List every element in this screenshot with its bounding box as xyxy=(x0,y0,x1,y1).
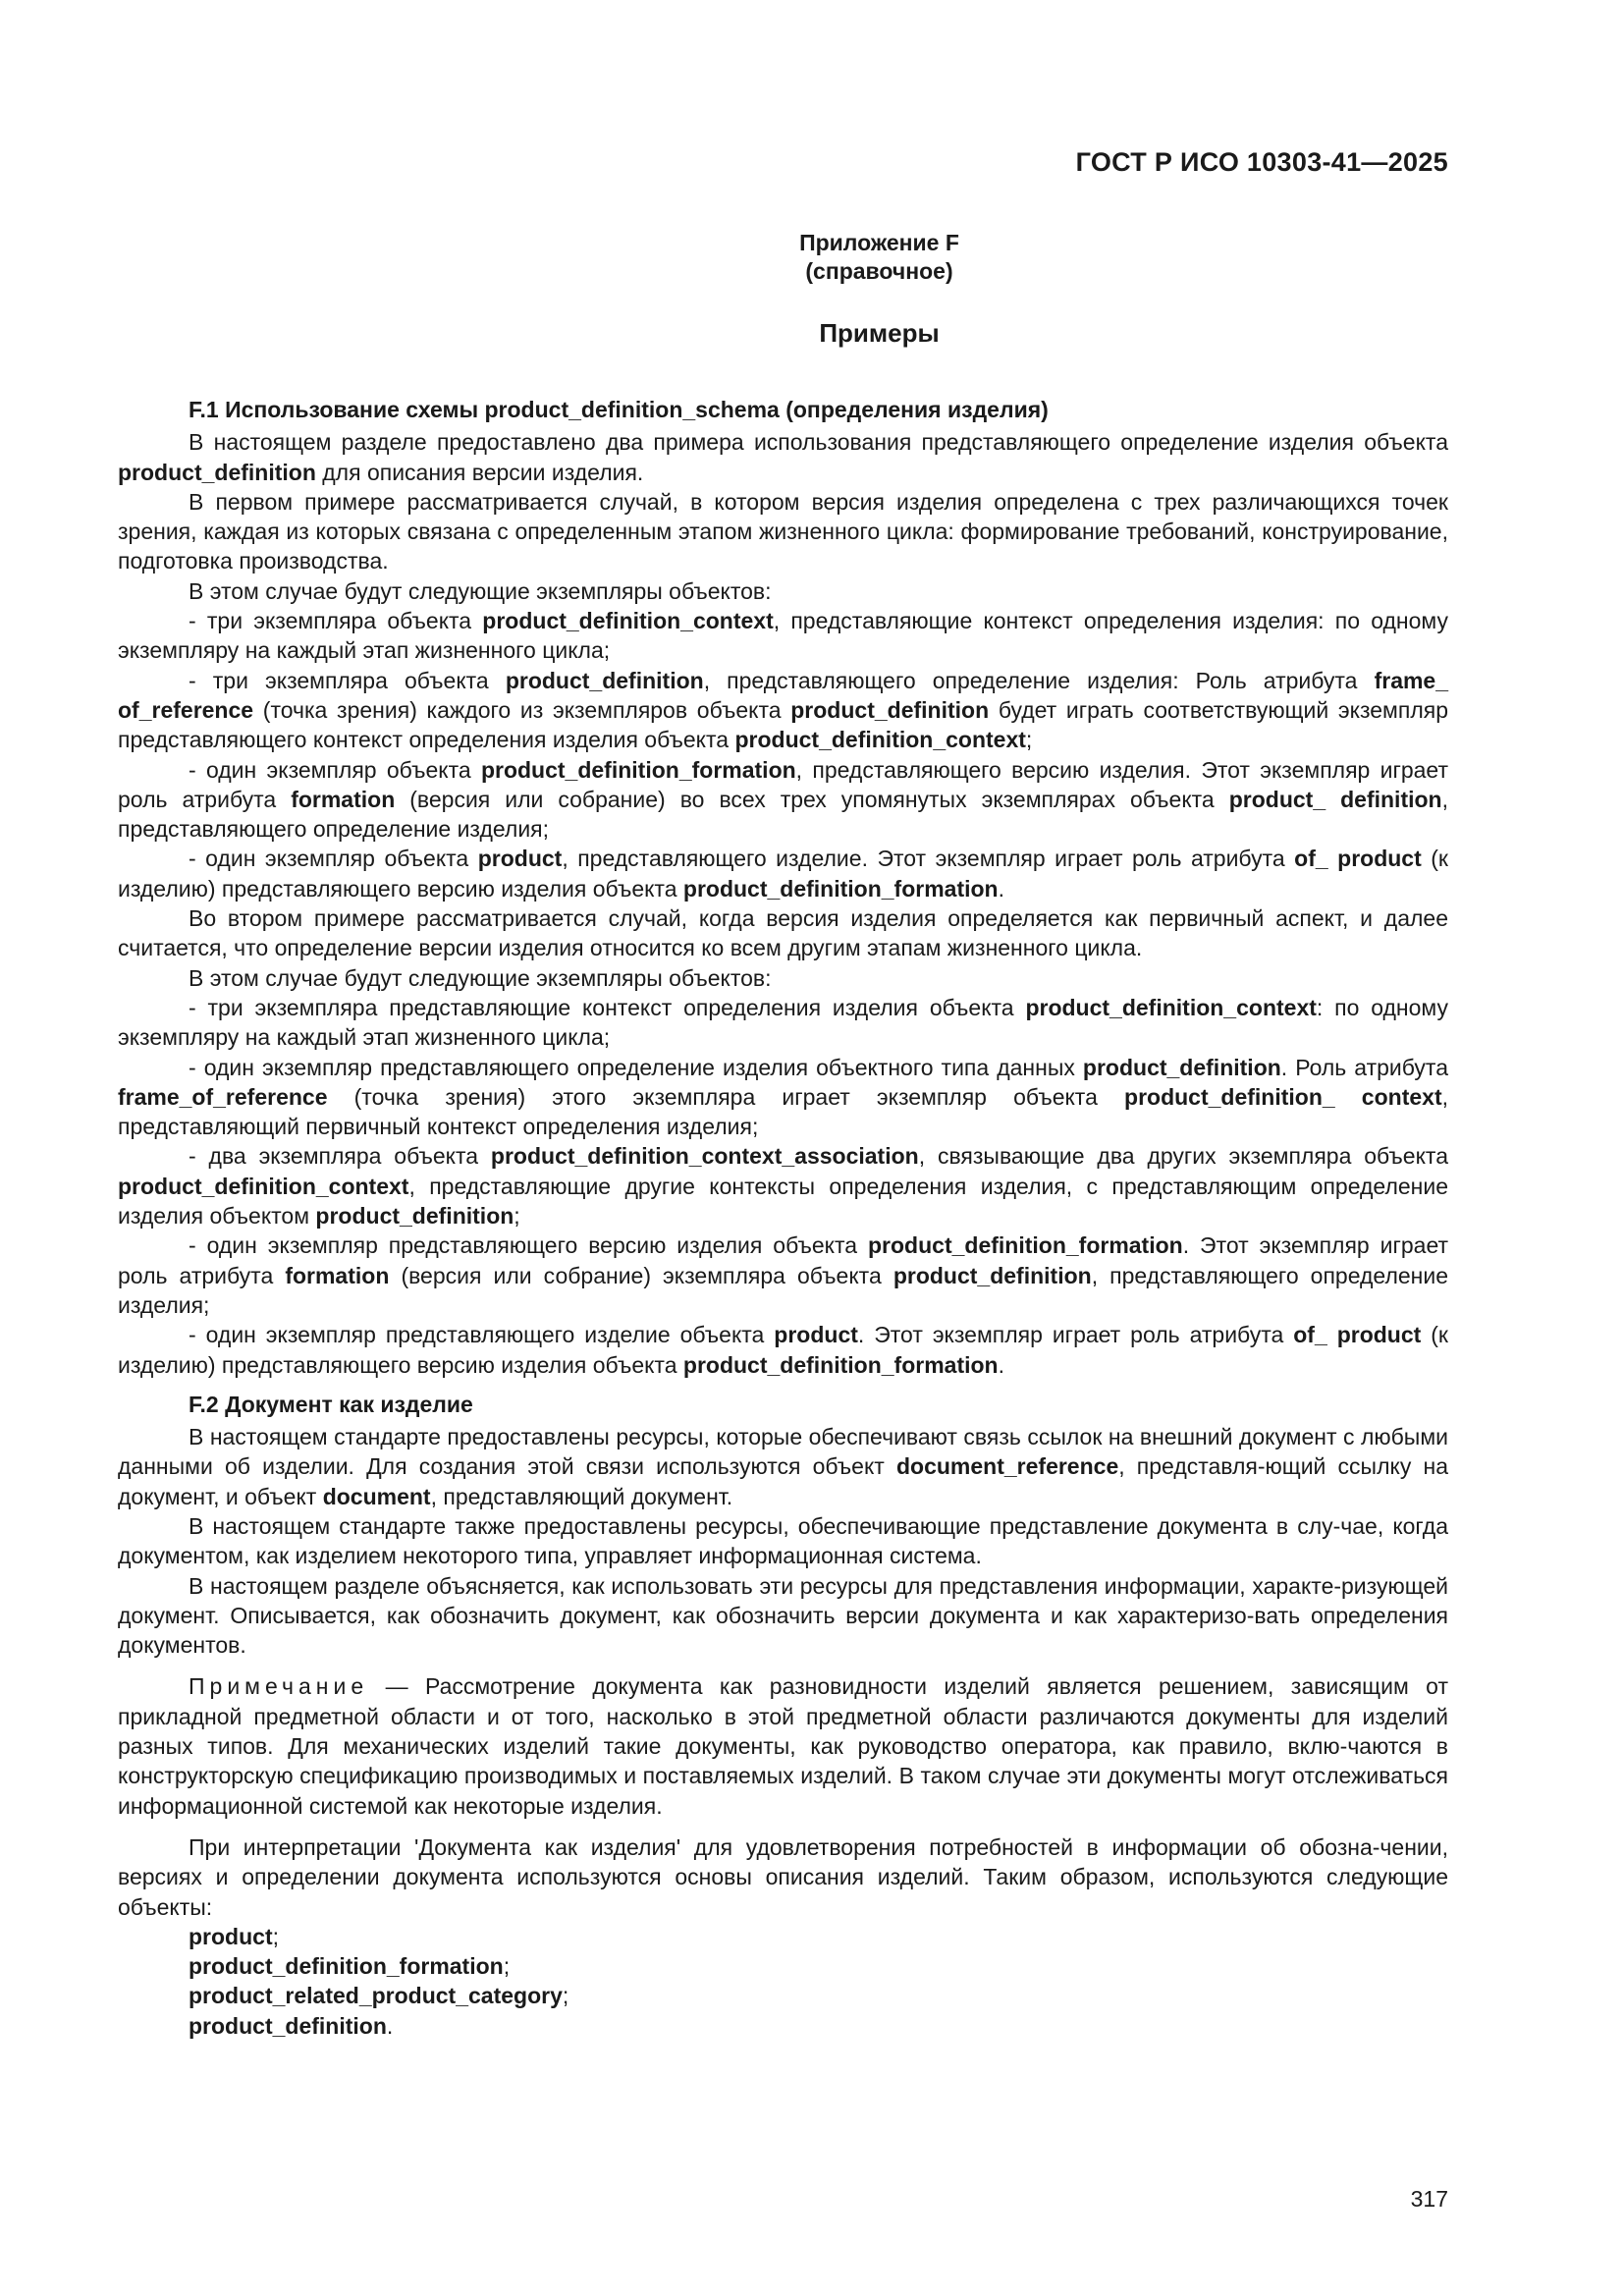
text-run: . xyxy=(998,1351,1004,1378)
text-run: , представляющего версию изделия. Этот экземпляр играет роль атрибута xyxy=(118,756,1448,812)
text-run: . Роль атрибута xyxy=(1280,1054,1448,1080)
section-f1-paragraph-13 xyxy=(118,1230,1448,1320)
object-name: product_definition_ context xyxy=(1124,1083,1442,1110)
object-name: product_ definition xyxy=(1228,786,1442,812)
object-name: product_definition_formation xyxy=(682,875,999,902)
text-run: , представляющие другие контексты определения изделия, с представляющим определение изделия объектом xyxy=(118,1173,1448,1230)
text-run: будет играть соответствующий экземпляр представляющего контекст определения изделия объекта xyxy=(118,696,1448,753)
section-f1-paragraph-14 xyxy=(118,1320,1448,1380)
object-name: formation xyxy=(291,786,396,812)
text-run: - три экземпляра объекта xyxy=(189,608,483,634)
section-f1-paragraph-1 xyxy=(118,427,1448,487)
object-name: product_definition_formation xyxy=(189,1953,504,1980)
annex-title: Приложение F xyxy=(799,230,959,255)
object-name: product_definition xyxy=(893,1262,1092,1288)
section-heading-f2: F.2 Документ как изделие xyxy=(189,1391,473,1417)
section-f1-paragraph-10 xyxy=(118,993,1448,1053)
text-run: : по одному экземпляру на каждый этап жизненного цикла; xyxy=(118,994,1448,1051)
object-name: product_definition_formation xyxy=(480,756,796,783)
punctuation: ; xyxy=(272,1923,279,1949)
page-number: 317 xyxy=(1410,2186,1448,2212)
text-run: для описания версии изделия. xyxy=(315,459,644,485)
text-run: В настоящем стандарте предоставлены ресурсы, которые обеспечивают связь ссылок на внешний документ с любыми данными об изделии. Для создания этой связи используются объект xyxy=(118,1424,1448,1480)
object-name: product_definition xyxy=(1082,1054,1281,1080)
object-name: product_definition_context xyxy=(734,727,1026,753)
section-f2-paragraph-3 xyxy=(118,1571,1448,1661)
text-run: . Этот экземпляр играет роль атрибута xyxy=(857,1322,1294,1348)
text-run: . xyxy=(998,875,1004,902)
object-name: of_ product xyxy=(1294,846,1422,872)
object-name: product_definition xyxy=(505,667,704,693)
section-f1-paragraph-8 xyxy=(118,903,1448,963)
object-name: product_definition xyxy=(189,2012,387,2039)
section-f1-paragraph-11 xyxy=(118,1053,1448,1142)
object-name: product_definition xyxy=(790,696,990,723)
text-run: - один экземпляр представляющего версию изделия объекта xyxy=(189,1232,868,1259)
text-run: (к изделию) представляющего версию изделия объекта xyxy=(118,846,1448,902)
text-run: В первом примере рассматривается случай, в котором версия изделия определена с трех различающихся точек зрения, каждая из которых связана с определенным этапом жизненного цикла: формирование требований, конструирование, подготовка производства. xyxy=(118,488,1448,574)
text-run: , представляющего определение изделия; xyxy=(118,786,1448,843)
object-name: product_definition_context xyxy=(118,1173,409,1199)
annex-heading: Примеры xyxy=(819,318,940,348)
standard-code: ГОСТ Р ИСО 10303-41—2025 xyxy=(1075,147,1448,177)
text-run: , представля-ющий ссылку на документ, и объект xyxy=(118,1453,1448,1509)
object-name: document_reference xyxy=(895,1453,1119,1480)
punctuation: ; xyxy=(562,1983,569,2009)
section-f1-paragraph-9 xyxy=(118,963,1448,993)
text-run: В настоящем разделе предоставлено два примера использования представляющего определение изделия объекта xyxy=(189,429,1448,456)
object-list-item xyxy=(189,1922,1448,1951)
text-run: - один экземпляр объекта xyxy=(189,846,478,872)
object-name: product_definition_formation xyxy=(682,1351,999,1378)
text-run: В этом случае будут следующие экземпляры объектов: xyxy=(189,577,772,604)
text-run: - один экземпляр представляющего изделие объекта xyxy=(189,1322,775,1348)
object-name: product xyxy=(189,1923,273,1949)
section-f2-paragraph-2 xyxy=(118,1511,1448,1571)
object-name: formation xyxy=(285,1262,390,1288)
object-name: document xyxy=(322,1483,431,1509)
annex-title-block xyxy=(0,229,1623,286)
text-run: , представляющего изделие. Этот экземпляр играет роль атрибута xyxy=(562,846,1295,872)
text-run: , представляющий первичный контекст определения изделия; xyxy=(118,1083,1448,1140)
punctuation: ; xyxy=(503,1953,511,1980)
text-run: В этом случае будут следующие экземпляры объектов: xyxy=(189,964,772,991)
section-f1-paragraph-2 xyxy=(118,487,1448,576)
object-name: product_definition xyxy=(315,1203,514,1230)
text-run: - два экземпляра объекта xyxy=(189,1143,491,1170)
text-run: - три экземпляра объекта xyxy=(189,667,506,693)
note-paragraph xyxy=(118,1671,1448,1820)
text-run: В настоящем разделе объясняется, как использовать эти ресурсы для представления информации, характе-ризующей документ. Описывается, как обозначить документ, как обозначить версии документа и как характеризо-вать определения документов. xyxy=(118,1572,1448,1659)
section-f1-paragraph-12 xyxy=(118,1141,1448,1230)
note-text: — Рассмотрение документа как разновидности изделий является решением, зависящим от прикладной предметной области и от того, насколько в этой предметной области различаются документы для изделий разных типов. Для механических изделий такие документы, как руководство оператора, как правило, вклю-чаются в конструкторскую спецификацию производимых и поставляемых изделий. В таком случае эти документы могут отслеживаться информационной системой как некоторые изделия. xyxy=(118,1673,1448,1819)
text-run: - три экземпляра представляющие контекст определения изделия объекта xyxy=(189,994,1026,1020)
object-name: frame_ of_reference xyxy=(118,667,1449,723)
section-f1-paragraph-4 xyxy=(118,606,1448,666)
object-name: product_definition_context_association xyxy=(490,1143,919,1170)
section-f1-paragraph-6 xyxy=(118,755,1448,845)
text-run: . Этот экземпляр играет роль атрибута xyxy=(118,1232,1449,1288)
object-name: product_definition xyxy=(118,459,316,485)
text-run: - один экземпляр объекта xyxy=(189,756,481,783)
annex-subtitle: (справочное) xyxy=(805,258,953,284)
text-run: (точка зрения) каждого из экземпляров объекта xyxy=(253,696,791,723)
note-label: Примечание xyxy=(189,1673,369,1700)
object-list-item xyxy=(189,1981,1448,2010)
text-run: (версия или собрание) во всех трех упомянутых экземплярах объекта xyxy=(395,786,1229,812)
object-name: of_ product xyxy=(1293,1322,1422,1348)
object-name: product_related_product_category xyxy=(189,1983,563,2009)
section-f1-paragraph-5 xyxy=(118,666,1448,755)
object-list xyxy=(118,1922,1448,2041)
section-f2-paragraphs xyxy=(118,1422,1448,1660)
object-list-item xyxy=(189,2011,1448,2041)
text-run: , представляющие контекст определения изделия: по одному экземпляру на каждый этап жизненного цикла; xyxy=(118,608,1448,664)
object-name: product xyxy=(477,846,563,872)
document-body xyxy=(118,395,1448,2041)
object-name: product_definition_context xyxy=(1025,994,1317,1020)
text-run: ; xyxy=(514,1203,520,1230)
text-run: , связывающие два других экземпляра объекта xyxy=(918,1143,1448,1170)
text-run: (версия или собрание) экземпляра объекта xyxy=(389,1262,893,1288)
text-run: Во втором примере рассматривается случай, когда версия изделия определяется как первичный аспект, и далее считается, что определение версии изделия относится ко всем другим этапам жизненного цикла. xyxy=(118,905,1448,961)
closing-paragraph: При интерпретации 'Документа как изделия' для удовлетворения потребностей в информации об обозна-чении, версиях и определении документа используются основы описания изделий. Таким образом, используются следующие объекты: xyxy=(118,1833,1448,1920)
text-run: ; xyxy=(1025,727,1033,753)
object-name: frame_of_reference xyxy=(118,1083,328,1110)
section-f1-paragraph-7 xyxy=(118,844,1448,903)
object-list-item xyxy=(189,1951,1448,1981)
section-f2-paragraph-1 xyxy=(118,1422,1448,1511)
object-name: product xyxy=(774,1322,858,1348)
section-heading-f1: F.1 Использование схемы product_definition_schema (определения изделия) xyxy=(189,397,1049,422)
section-f1-paragraphs xyxy=(118,427,1448,1380)
text-run: (точка зрения) этого экземпляра играет экземпляр объекта xyxy=(327,1083,1125,1110)
object-name: product_definition_context xyxy=(482,608,774,634)
text-run: , представляющего определение изделия; xyxy=(118,1262,1448,1318)
text-run: , представляющий документ. xyxy=(430,1483,733,1509)
text-run: (к изделию) представляющего версию изделия объекта xyxy=(118,1322,1448,1378)
section-f1-paragraph-3 xyxy=(118,576,1448,606)
text-run: , представляющего определение изделия: Роль атрибута xyxy=(703,667,1375,693)
punctuation: . xyxy=(386,2012,394,2039)
object-name: product_definition_formation xyxy=(868,1232,1183,1259)
text-run: В настоящем стандарте также предоставлены ресурсы, обеспечивающие представление документа в слу-чае, когда документом, как изделием некоторого типа, управляет информационная система. xyxy=(118,1512,1448,1569)
text-run: - один экземпляр представляющего определение изделия объектного типа данных xyxy=(189,1054,1083,1080)
